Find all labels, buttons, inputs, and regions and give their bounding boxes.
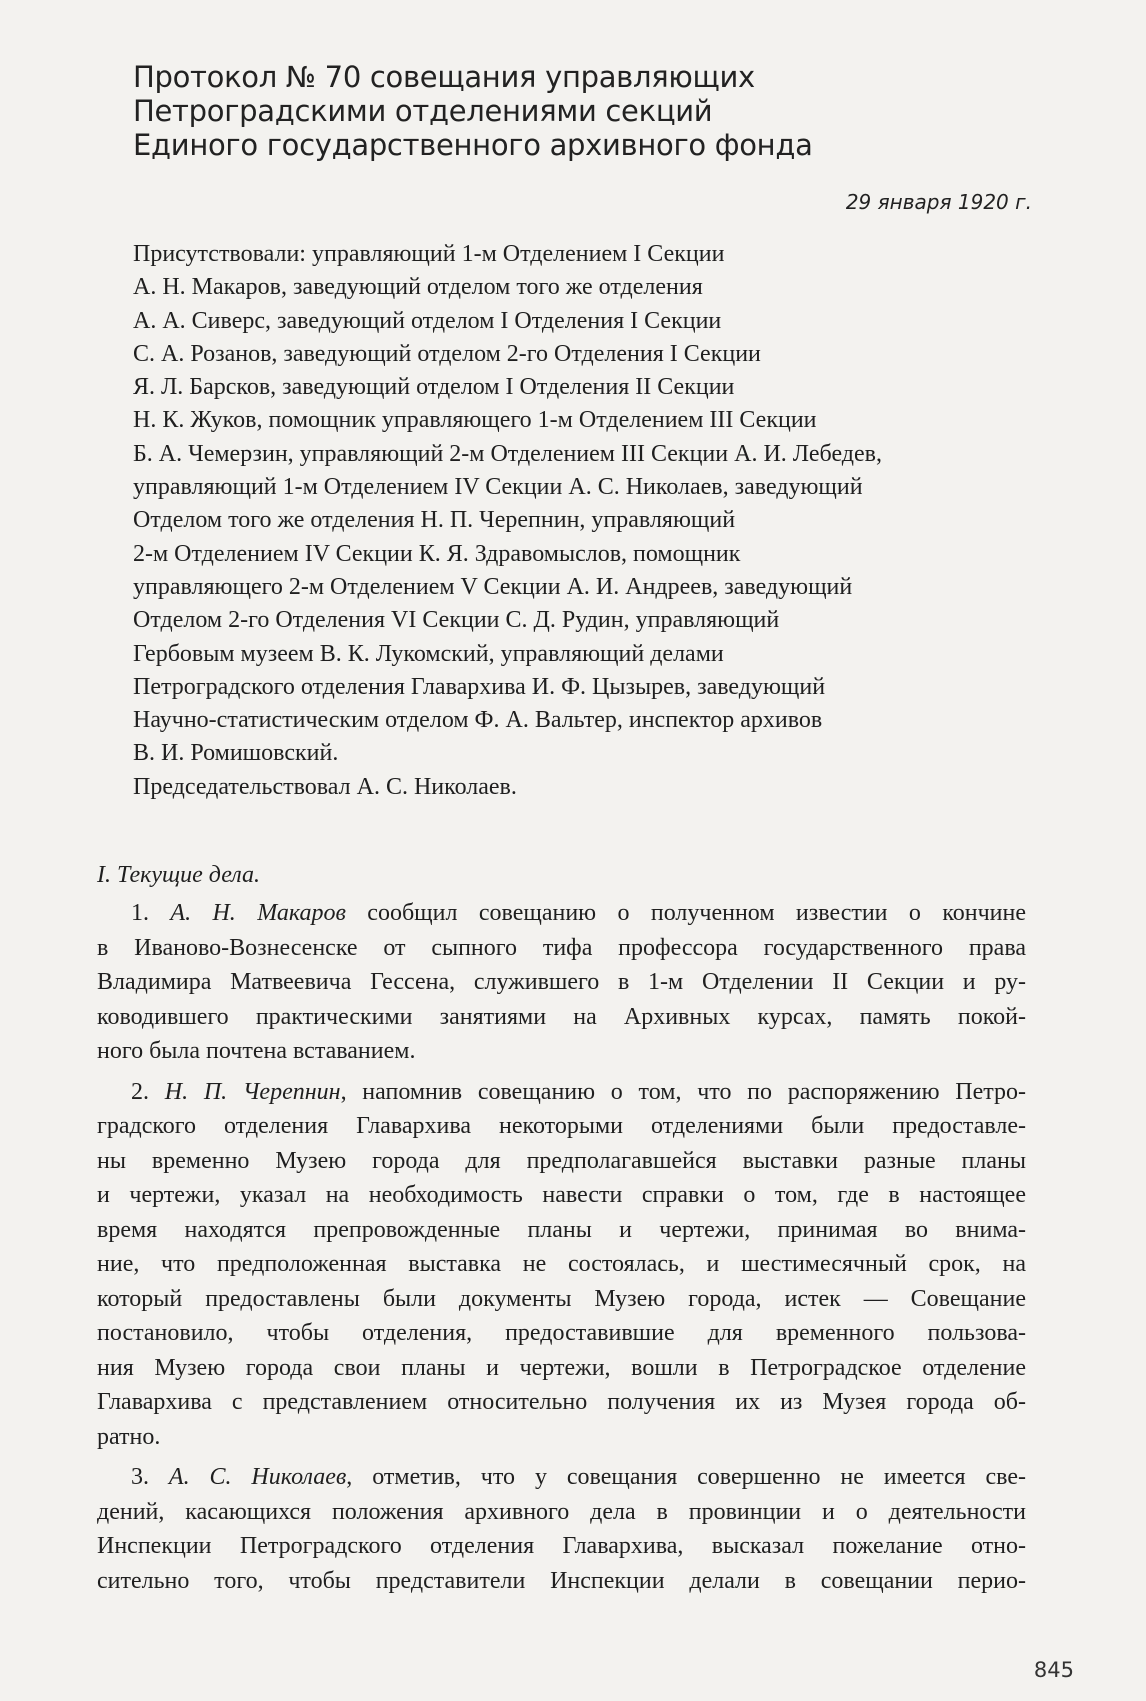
- paragraph-text: , отметив, что у совещания совершенно не имеется све-: [346, 1464, 1026, 1490]
- paragraph-line: градского отделения Главархива некоторыми отделениями были предоставле-: [97, 1113, 1026, 1139]
- paragraph-line: время находятся препровожденные планы и чертежи, принимая во внима-: [97, 1216, 1026, 1243]
- paragraph-line: ководившего практическими занятиями на Архивных курсах, память покой-: [97, 1003, 1026, 1030]
- attendees-line: Научно-статистическим отделом Ф. А. Вальтер, инспектор архивов: [133, 707, 823, 734]
- paragraph-line: постановило, чтобы отделения, предоставившие для временного пользова-: [97, 1320, 1026, 1346]
- paragraph-line: в Иваново-Вознесенске от сыпного тифа профессора государственного права: [97, 934, 1026, 961]
- agenda-item-2: [97, 1075, 1026, 1455]
- item-number: 3.: [131, 1464, 149, 1490]
- paragraph-line: [97, 1075, 1026, 1110]
- attendees-line: Присутствовали: управляющий 1-м Отделением I Секции: [133, 241, 725, 267]
- paragraph-line: ратно.: [97, 1423, 161, 1450]
- paragraph-line: который предоставлены были документы Музею города, истек — Совещание: [97, 1285, 1026, 1312]
- attendees-line: 2-м Отделением IV Секции К. Я. Здравомыслов, помощник: [133, 540, 741, 567]
- paragraph-line: ного была почтена вставанием.: [97, 1038, 416, 1064]
- paragraph-line: Владимира Матвеевича Гессена, служившего в 1-м Отделении II Секции и ру-: [97, 969, 1026, 995]
- page-number: 845: [1033, 1658, 1074, 1682]
- attendees-line: А. Н. Макаров, заведующий отделом того же отделения: [133, 274, 703, 301]
- protocol-date: 29 января 1920 г.: [845, 190, 1032, 214]
- attendees-line: управляющий 1-м Отделением IV Секции А. С. Николаев, заведующий: [133, 474, 863, 501]
- attendees-line: С. А. Розанов, заведующий отделом 2-го Отделения I Секции: [133, 340, 761, 367]
- agenda-item-3: [97, 1460, 1026, 1598]
- attendees-line: Б. А. Чемерзин, управляющий 2-м Отделением III Секции А. И. Лебедев,: [133, 440, 882, 467]
- paragraph-line: ния Музею города свои планы и чертежи, вошли в Петроградское отделение: [97, 1354, 1026, 1381]
- paragraph-line: и чертежи, указал на необходимость навести справки о том, где в настоящее: [97, 1182, 1026, 1208]
- attendees-line: Гербовым музеем В. К. Лукомский, управляющий делами: [133, 640, 724, 667]
- agenda-items: [97, 896, 1026, 1604]
- paragraph-line: ны временно Музею города для предполагавшейся выставки разные планы: [97, 1147, 1026, 1174]
- paragraph-line: Инспекции Петроградского отделения Главархива, высказал пожелание отно-: [97, 1533, 1026, 1559]
- speaker-name: А. Н. Макаров: [170, 900, 346, 926]
- paragraph-line: сительно того, чтобы представители Инспекции делали в совещании перио-: [97, 1567, 1026, 1594]
- paragraph-line: [97, 1460, 1026, 1495]
- attendees-line: Н. К. Жуков, помощник управляющего 1-м Отделением III Секции: [133, 407, 817, 434]
- title-line: Петроградскими отделениями секций: [133, 94, 713, 128]
- title-line: Единого государственного архивного фонда: [133, 128, 813, 162]
- item-number: 2.: [131, 1078, 149, 1105]
- section-heading: I. Текущие дела.: [97, 862, 261, 888]
- paragraph-text: сообщил совещанию о полученном известии о кончине: [367, 900, 1027, 926]
- paragraph-line: [97, 896, 1026, 931]
- paragraph-line: Главархива с представлением относительно получения их из Музея города об-: [97, 1389, 1026, 1415]
- speaker-name: Н. П. Черепнин: [164, 1078, 341, 1105]
- attendees-line: управляющего 2-м Отделением V Секции А. И. Андреев, заведующий: [133, 573, 853, 600]
- protocol-title: [133, 60, 1033, 162]
- attendees-line: Отделом 2-го Отделения VI Секции С. Д. Рудин, управляющий: [133, 607, 780, 634]
- chairman-line: Председательствовал А. С. Николаев.: [133, 773, 517, 800]
- attendees-block: [133, 238, 1033, 804]
- title-line: Протокол № 70 совещания управляющих: [133, 60, 755, 94]
- attendees-line: Я. Л. Барсков, заведующий отделом I Отделения II Секции: [133, 374, 735, 401]
- attendees-line: А. А. Сиверс, заведующий отделом I Отделения I Секции: [133, 307, 722, 334]
- paragraph-line: дений, касающихся положения архивного дела в провинции и о деятельности: [97, 1498, 1026, 1525]
- speaker-name: А. С. Николаев: [168, 1464, 347, 1490]
- paragraph-line: ние, что предположенная выставка не состоялась, и шестимесячный срок, на: [97, 1251, 1026, 1277]
- attendees-line: Отделом того же отделения Н. П. Черепнин, управляющий: [133, 507, 736, 534]
- attendees-line: Петроградского отделения Главархива И. Ф. Цызырев, заведующий: [133, 673, 826, 700]
- attendees-line: В. И. Ромишовский.: [133, 740, 339, 767]
- item-number: 1.: [131, 900, 149, 926]
- agenda-item-1: [97, 896, 1026, 1069]
- paragraph-text: , напомнив совещанию о том, что по распоряжению Петро-: [340, 1078, 1026, 1105]
